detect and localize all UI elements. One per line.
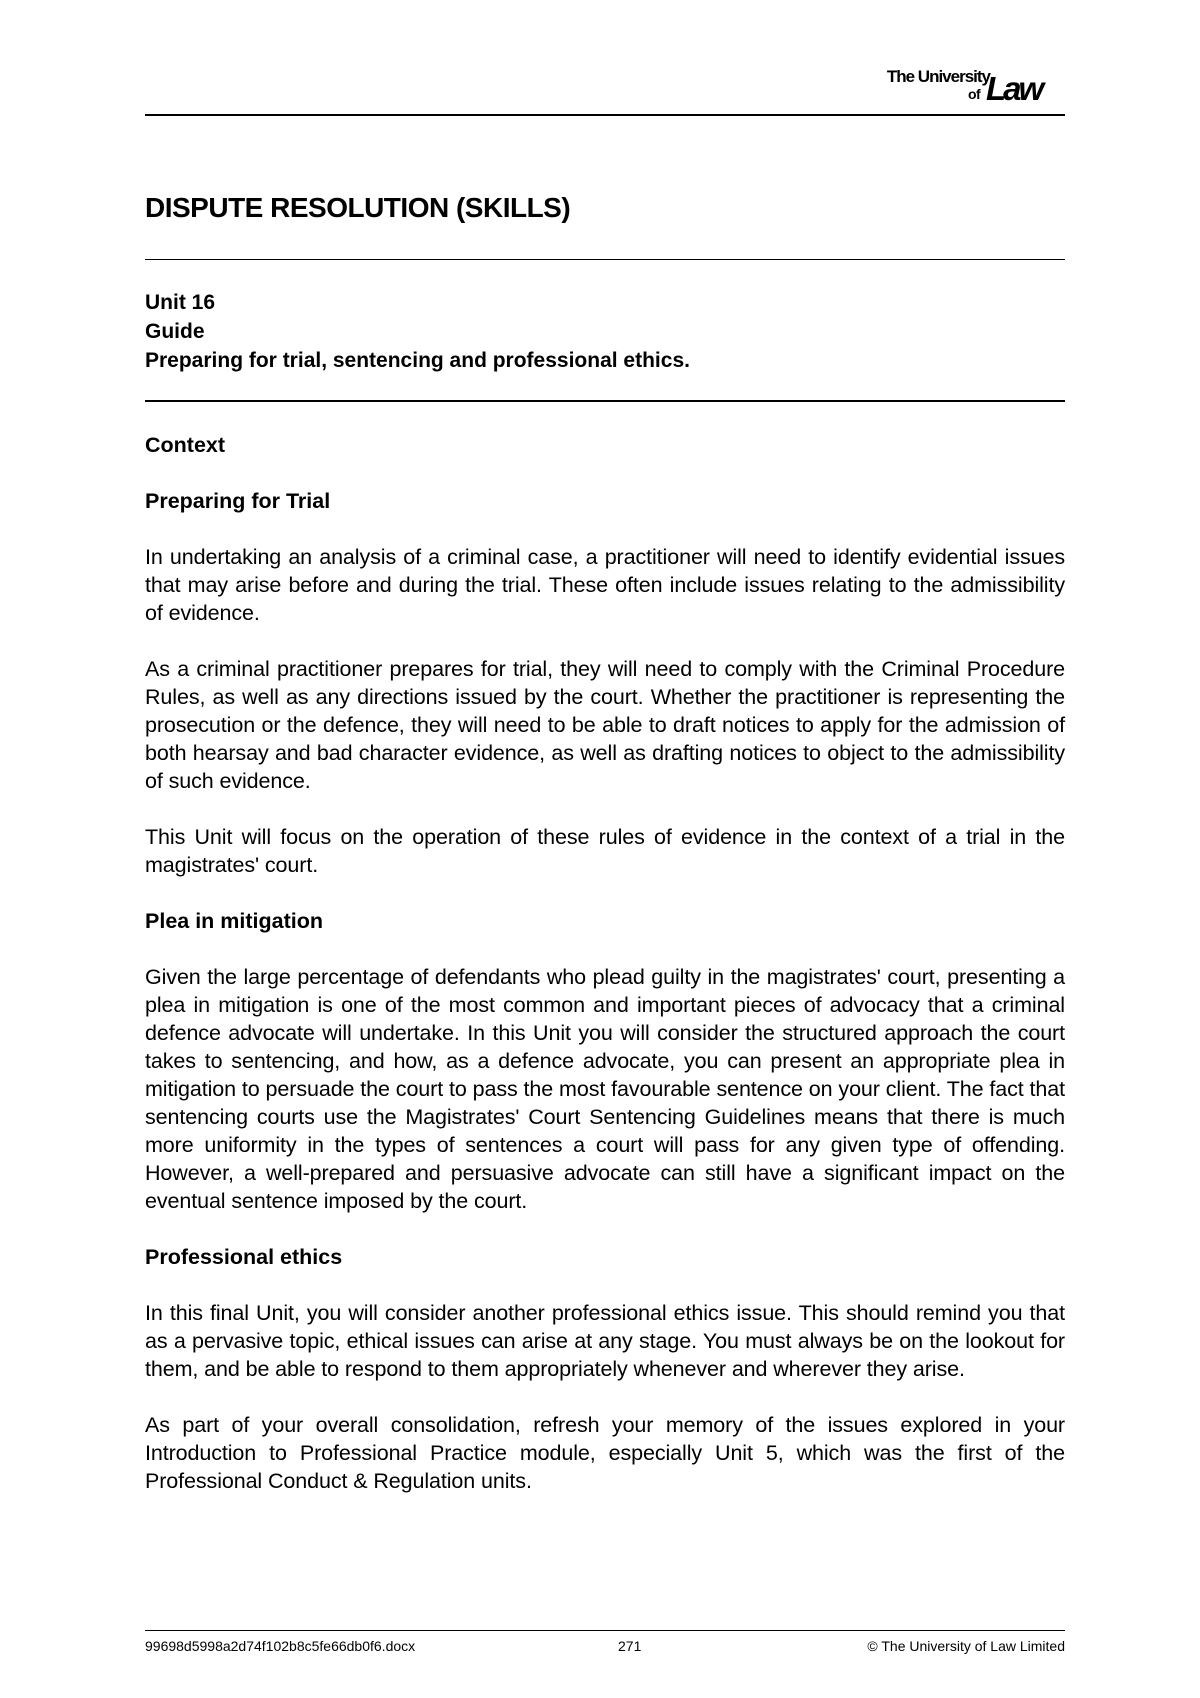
title-rule [145,259,1065,260]
trial-paragraph-2: As a criminal practitioner prepares for trial, they will need to comply with the Criminal Procedure Rules, as well as any directions issued by the court. Whether the practitioner is representing the prosecution or the defence, they will need to be able to draft notices to apply for the admission of both hearsay and bad character evidence, as well as drafting notices to object to the admissibility of such evidence. [145,657,1065,793]
logo-text-of: of [968,86,981,102]
trial-paragraph-1: In undertaking an analysis of a criminal case, a practitioner will need to identify evidential issues that may arise before and during the trial. These often include issues relating to the admissibility of evidence. [145,545,1065,625]
university-logo [856,64,1066,108]
trial-paragraph-3: This Unit will focus on the operation of these rules of evidence in the context of a trial in the magistrates' court. [145,825,1065,877]
page-footer [145,1630,1065,1654]
trial-heading: Preparing for Trial [145,489,331,513]
document-body [145,431,1065,1523]
plea-paragraph-1: Given the large percentage of defendants who plead guilty in the magistrates' court, presenting a plea in mitigation is one of the most common and important pieces of advocacy that a criminal defence advocate will undertake. In this Unit you will consider the structured approach the court takes to sentencing, and how, as a defence advocate, you can present an appropriate plea in mitigation to persuade the court to pass the most favourable sentence on your client. The fact that sentencing courts use the Magistrates' Court Sentencing Guidelines means that there is much more uniformity in the types of sentences a court will pass for any given type of offending. However, a well-prepared and persuasive advocate can still have a significant impact on the eventual sentence imposed by the court. [145,965,1065,1213]
footer-page-number: 271 [618,1638,642,1654]
unit-block [145,288,1065,375]
context-heading: Context [145,433,226,457]
logo-text-university: The University [886,67,990,86]
ethics-heading: Professional ethics [145,1245,343,1269]
unit-rule [145,400,1065,402]
footer-filename: 99698d5998a2d74f102b8c5fe66db0f6.docx [145,1638,416,1654]
ethics-paragraph-1: In this final Unit, you will consider another professional ethics issue. This should remind you that as a pervasive topic, ethical issues can arise at any stage. You must always be on the lookout for them, and be able to respond to them appropriately whenever and wherever they arise. [145,1301,1065,1381]
header-rule [145,114,1065,116]
document-title: DISPUTE RESOLUTION (SKILLS) [145,192,571,223]
unit-type: Guide [145,320,205,343]
unit-subtitle: Preparing for trial, sentencing and professional ethics. [145,349,690,372]
logo-text-law: Law [986,70,1042,107]
ethics-paragraph-2: As part of your overall consolidation, refresh your memory of the issues explored in your Introduction to Professional Practice module, especially Unit 5, which was the first of the Professional Conduct & Regulation units. [145,1413,1065,1493]
footer-copyright: © The University of Law Limited [867,1638,1065,1654]
unit-number: Unit 16 [145,291,216,314]
plea-heading: Plea in mitigation [145,909,323,933]
